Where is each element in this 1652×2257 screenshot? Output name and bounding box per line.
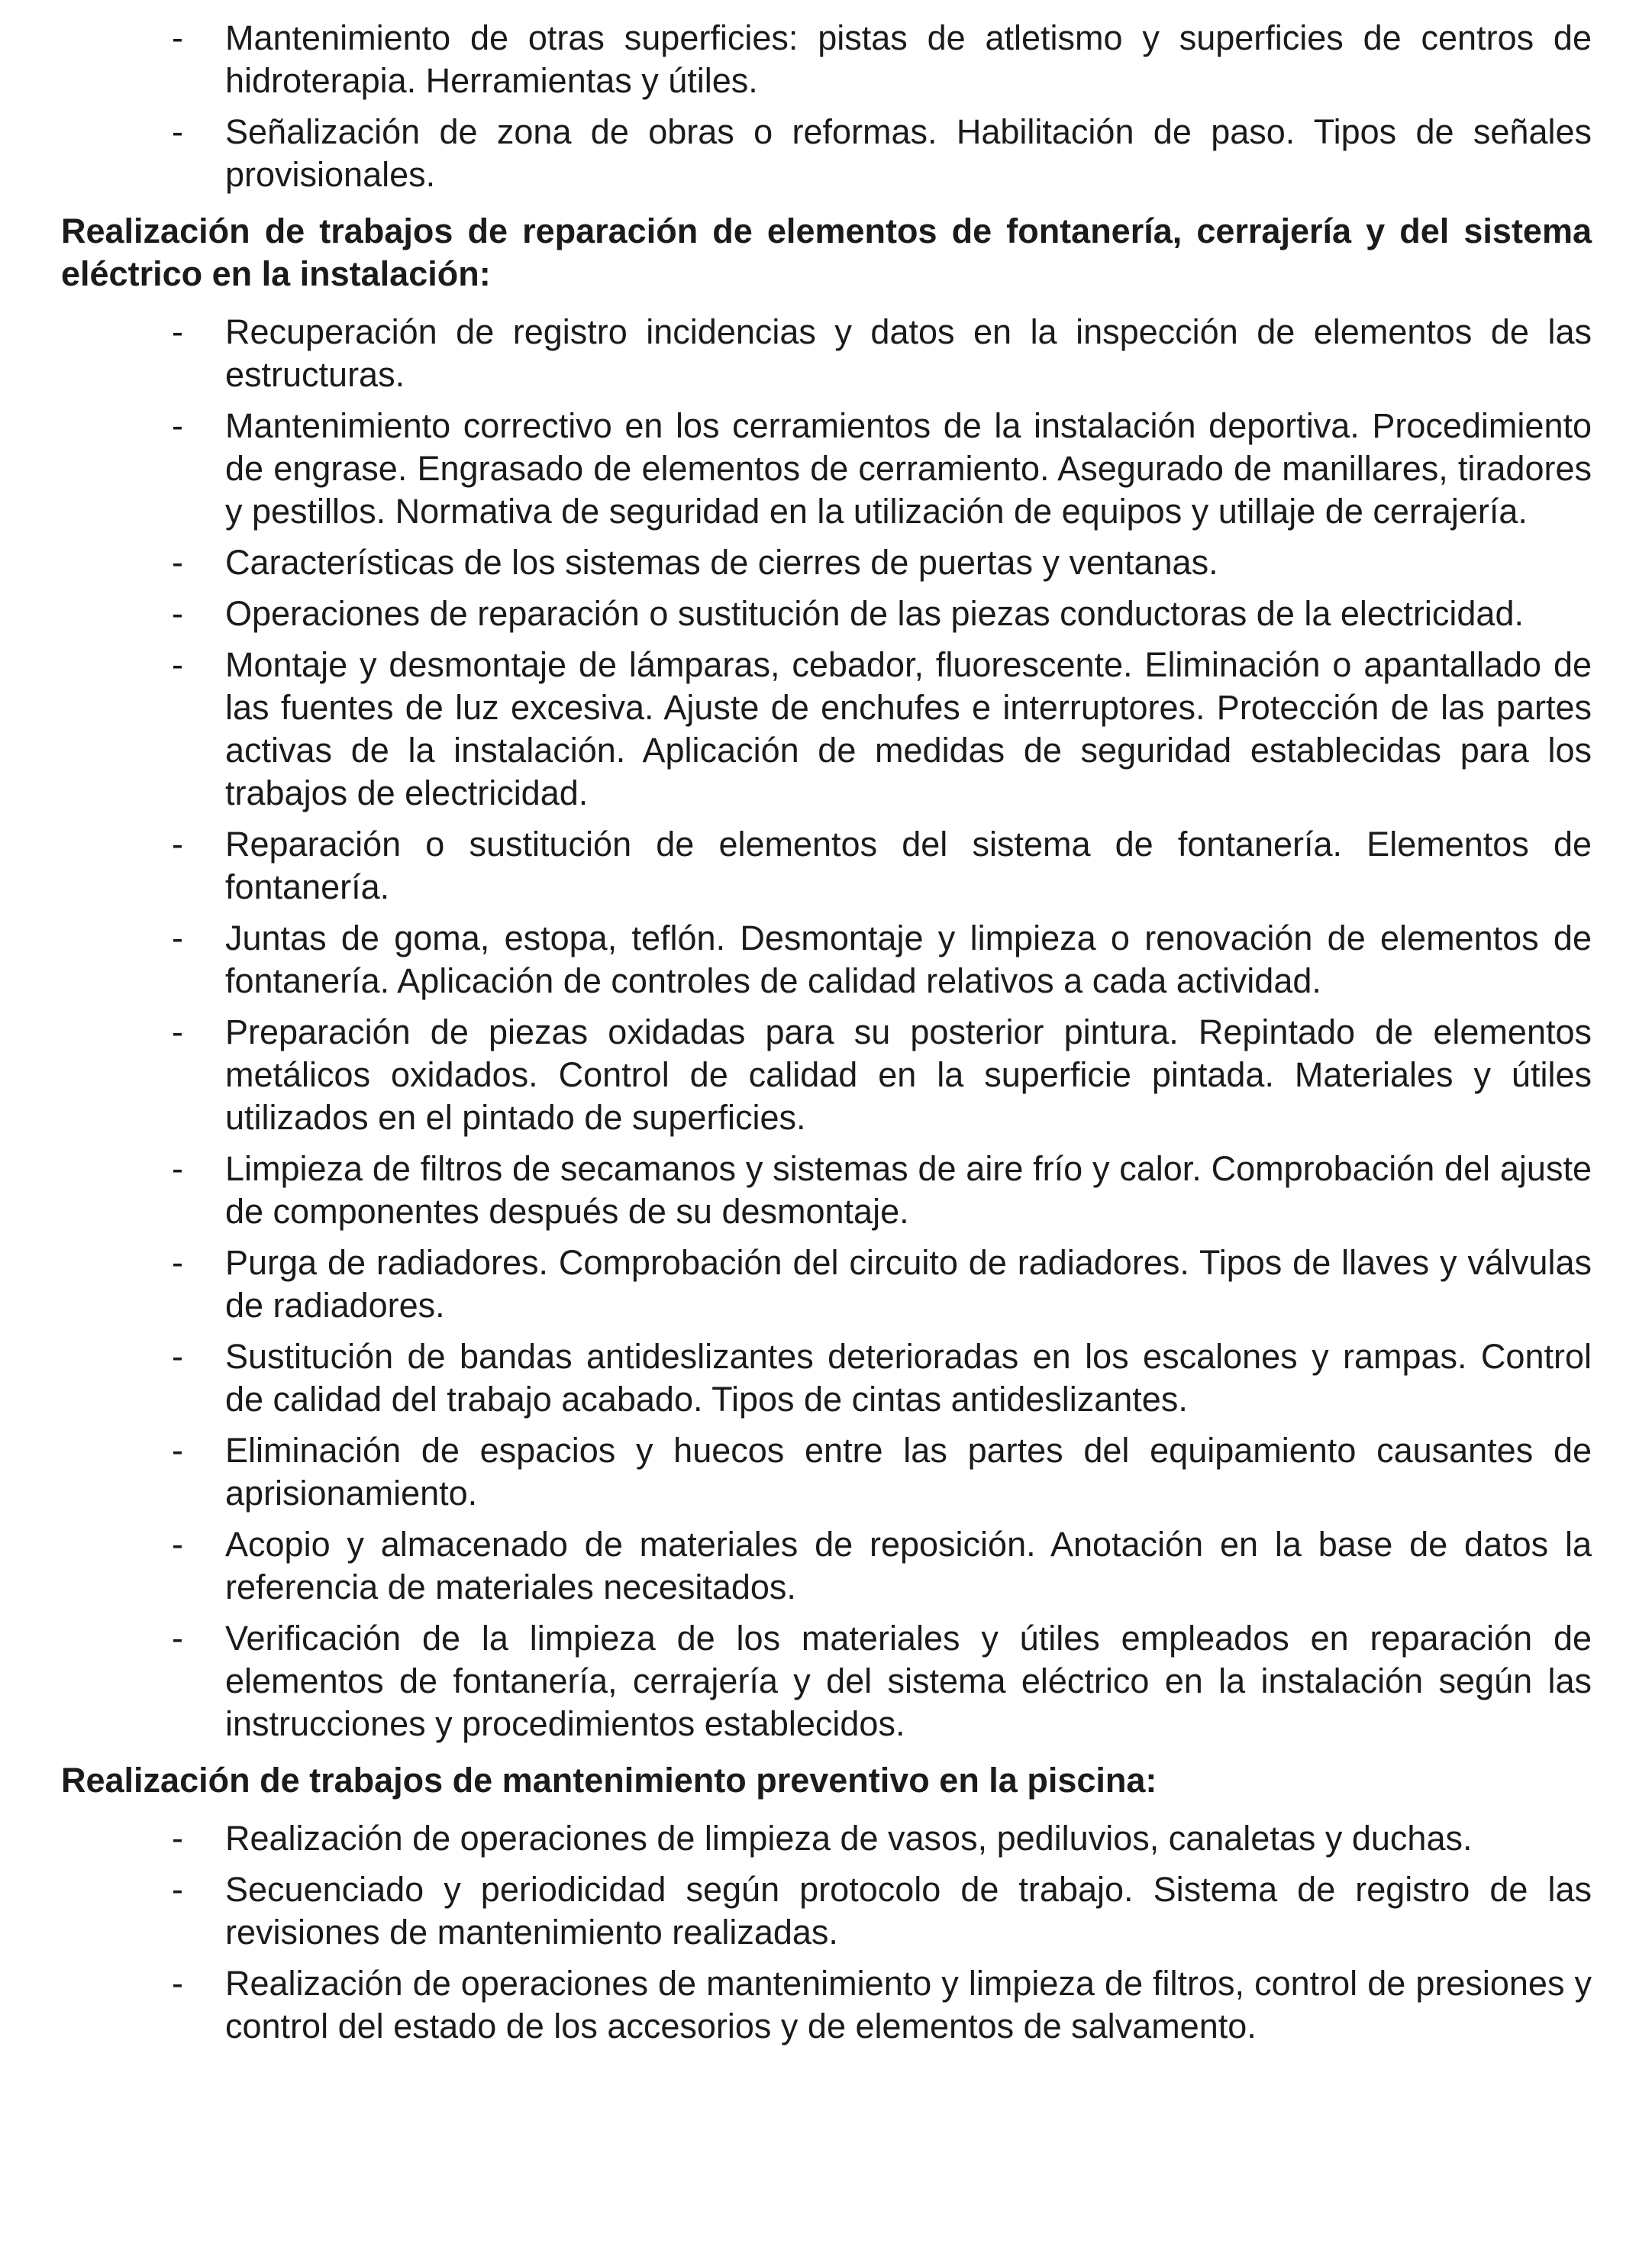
list-item-text: Preparación de piezas oxidadas para su posterior pintura. Repintado de elementos metálicos oxidados. Control de calidad en la superficie pintada. Materiales y útiles utilizados en el pintado de superficies. <box>225 1012 1592 1137</box>
bullet-marker: - <box>172 406 183 445</box>
list-item-text: Juntas de goma, estopa, teflón. Desmontaje y limpieza o renovación de elementos de fontanería. Aplicación de controles de calidad relativos a cada actividad. <box>225 919 1592 1000</box>
list-item <box>61 1335 1592 1421</box>
list-item <box>61 1011 1592 1139</box>
list-item <box>61 541 1592 584</box>
bullet-marker: - <box>172 18 183 57</box>
list-item-text: Secuenciado y periodicidad según protocolo de trabajo. Sistema de registro de las revisiones de mantenimiento realizadas. <box>225 1870 1592 1952</box>
bullet-marker: - <box>172 1337 183 1376</box>
bullet-marker: - <box>172 825 183 864</box>
list-item-text: Recuperación de registro incidencias y datos en la inspección de elementos de las estructuras. <box>225 312 1592 394</box>
list-item-text: Purga de radiadores. Comprobación del circuito de radiadores. Tipos de llaves y válvulas de radiadores. <box>225 1243 1592 1325</box>
list-item <box>61 1817 1592 1860</box>
list-item <box>61 1148 1592 1233</box>
list-item-text: Operaciones de reparación o sustitución de las piezas conductoras de la electricidad. <box>225 594 1524 633</box>
bullet-marker: - <box>172 112 183 151</box>
bullet-marker: - <box>172 1243 183 1282</box>
list-item <box>61 1868 1592 1954</box>
bullet-marker: - <box>172 1012 183 1051</box>
list-item-text: Eliminación de espacios y huecos entre las partes del equipamiento causantes de aprisionamiento. <box>225 1431 1592 1513</box>
bullet-marker: - <box>172 1525 183 1564</box>
bullet-marker: - <box>172 1149 183 1188</box>
section-heading: Realización de trabajos de reparación de elementos de fontanería, cerrajería y del sistema eléctrico en la instalación: <box>61 211 1592 293</box>
list-item-text: Mantenimiento correctivo en los cerramientos de la instalación deportiva. Procedimiento de engrase. Engrasado de elementos de cerramiento. Asegurado de manillares, tiradores y pestillos. Normativa de seguridad en la utilización de equipos y utillaje de cerrajería. <box>225 406 1592 531</box>
bullet-marker: - <box>172 1964 183 2003</box>
bullet-marker: - <box>172 543 183 582</box>
list-item-text: Reparación o sustitución de elementos del sistema de fontanería. Elementos de fontanería. <box>225 825 1592 906</box>
list-item <box>61 644 1592 815</box>
list-item-text: Señalización de zona de obras o reformas. Habilitación de paso. Tipos de señales provisionales. <box>225 112 1592 194</box>
list-item <box>61 1242 1592 1327</box>
list-item-text: Limpieza de filtros de secamanos y sistemas de aire frío y calor. Comprobación del ajuste de componentes después de su desmontaje. <box>225 1149 1592 1231</box>
bullet-marker: - <box>172 1819 183 1858</box>
bullet-marker: - <box>172 312 183 351</box>
bullet-marker: - <box>172 1619 183 1658</box>
bullet-marker: - <box>172 919 183 957</box>
list-item <box>61 111 1592 196</box>
bullet-marker: - <box>172 1870 183 1909</box>
list-item <box>61 311 1592 396</box>
list-item-text: Sustitución de bandas antideslizantes deterioradas en los escalones y rampas. Control de calidad del trabajo acabado. Tipos de cintas antideslizantes. <box>225 1337 1592 1419</box>
list-item-text: Montaje y desmontaje de lámparas, cebador, fluorescente. Eliminación o apantallado de las fuentes de luz excesiva. Ajuste de enchufes e interruptores. Protección de las partes activas de la instalación. Aplicación de medidas de seguridad establecidas para los trabajos de electricidad. <box>225 645 1592 812</box>
list-item <box>61 405 1592 533</box>
bullet-marker: - <box>172 645 183 684</box>
list-item <box>61 917 1592 1003</box>
bullet-marker: - <box>172 1431 183 1470</box>
list-item <box>61 1523 1592 1609</box>
list-item <box>61 1429 1592 1515</box>
list-item-text: Realización de operaciones de mantenimiento y limpieza de filtros, control de presiones y control del estado de los accesorios y de elementos de salvamento. <box>225 1964 1592 2046</box>
section-heading: Realización de trabajos de mantenimiento preventivo en la piscina: <box>61 1761 1157 1800</box>
list-item-text: Verificación de la limpieza de los materiales y útiles empleados en reparación de elementos de fontanería, cerrajería y del sistema eléctrico en la instalación según las instrucciones y procedimientos establecidos. <box>225 1619 1592 1743</box>
list-item <box>61 17 1592 102</box>
bullet-marker: - <box>172 594 183 633</box>
list-item-text: Características de los sistemas de cierres de puertas y ventanas. <box>225 543 1218 582</box>
list-item <box>61 1617 1592 1745</box>
list-item <box>61 823 1592 909</box>
list-item-text: Mantenimiento de otras superficies: pistas de atletismo y superficies de centros de hidroterapia. Herramientas y útiles. <box>225 18 1592 100</box>
list-item-text: Acopio y almacenado de materiales de reposición. Anotación en la base de datos la referencia de materiales necesitados. <box>225 1525 1592 1606</box>
list-item-text: Realización de operaciones de limpieza de vasos, pediluvios, canaletas y duchas. <box>225 1819 1473 1858</box>
list-item <box>61 593 1592 635</box>
list-item <box>61 1962 1592 2048</box>
